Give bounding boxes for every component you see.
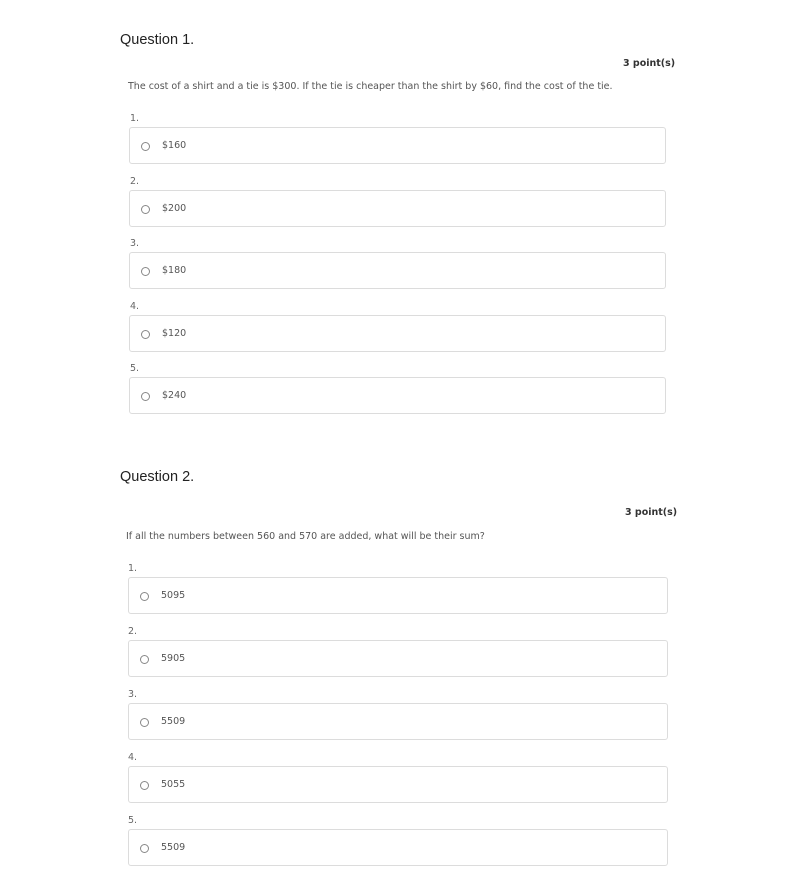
question-title: Question 2. <box>120 469 195 485</box>
option-label: 5905 <box>161 653 186 664</box>
option-label: $160 <box>162 140 187 151</box>
answer-option-5[interactable] <box>128 829 668 866</box>
option-number: 1. <box>130 113 140 124</box>
option-number: 2. <box>128 626 138 637</box>
radio-button[interactable] <box>140 718 149 727</box>
option-label: $200 <box>162 203 187 214</box>
radio-button[interactable] <box>140 655 149 664</box>
option-label: $180 <box>162 265 187 276</box>
question-points: 3 point(s) <box>625 507 678 518</box>
option-label: 5055 <box>161 779 186 790</box>
option-number: 4. <box>130 301 140 312</box>
radio-button[interactable] <box>140 781 149 790</box>
option-number: 1. <box>128 563 138 574</box>
option-number: 3. <box>130 238 140 249</box>
option-label: $120 <box>162 328 187 339</box>
option-label: 5095 <box>161 590 186 601</box>
answer-option-3[interactable] <box>128 703 668 740</box>
option-label: 5509 <box>161 716 186 727</box>
question-title: Question 1. <box>120 32 195 48</box>
question-points: 3 point(s) <box>623 58 676 69</box>
option-number: 4. <box>128 752 138 763</box>
option-number: 5. <box>130 363 140 374</box>
answer-option-2[interactable] <box>128 640 668 677</box>
option-number: 2. <box>130 176 140 187</box>
option-label: 5509 <box>161 842 186 853</box>
option-number: 3. <box>128 689 138 700</box>
answer-option-1[interactable] <box>128 577 668 614</box>
question-text: The cost of a shirt and a tie is $300. If the tie is cheaper than the shirt by $60, find the cost of the tie. <box>128 81 613 92</box>
option-label: $240 <box>162 390 187 401</box>
radio-button[interactable] <box>140 844 149 853</box>
answer-option-4[interactable] <box>128 766 668 803</box>
question-text: If all the numbers between 560 and 570 are added, what will be their sum? <box>126 531 485 542</box>
option-number: 5. <box>128 815 138 826</box>
radio-button[interactable] <box>140 592 149 601</box>
